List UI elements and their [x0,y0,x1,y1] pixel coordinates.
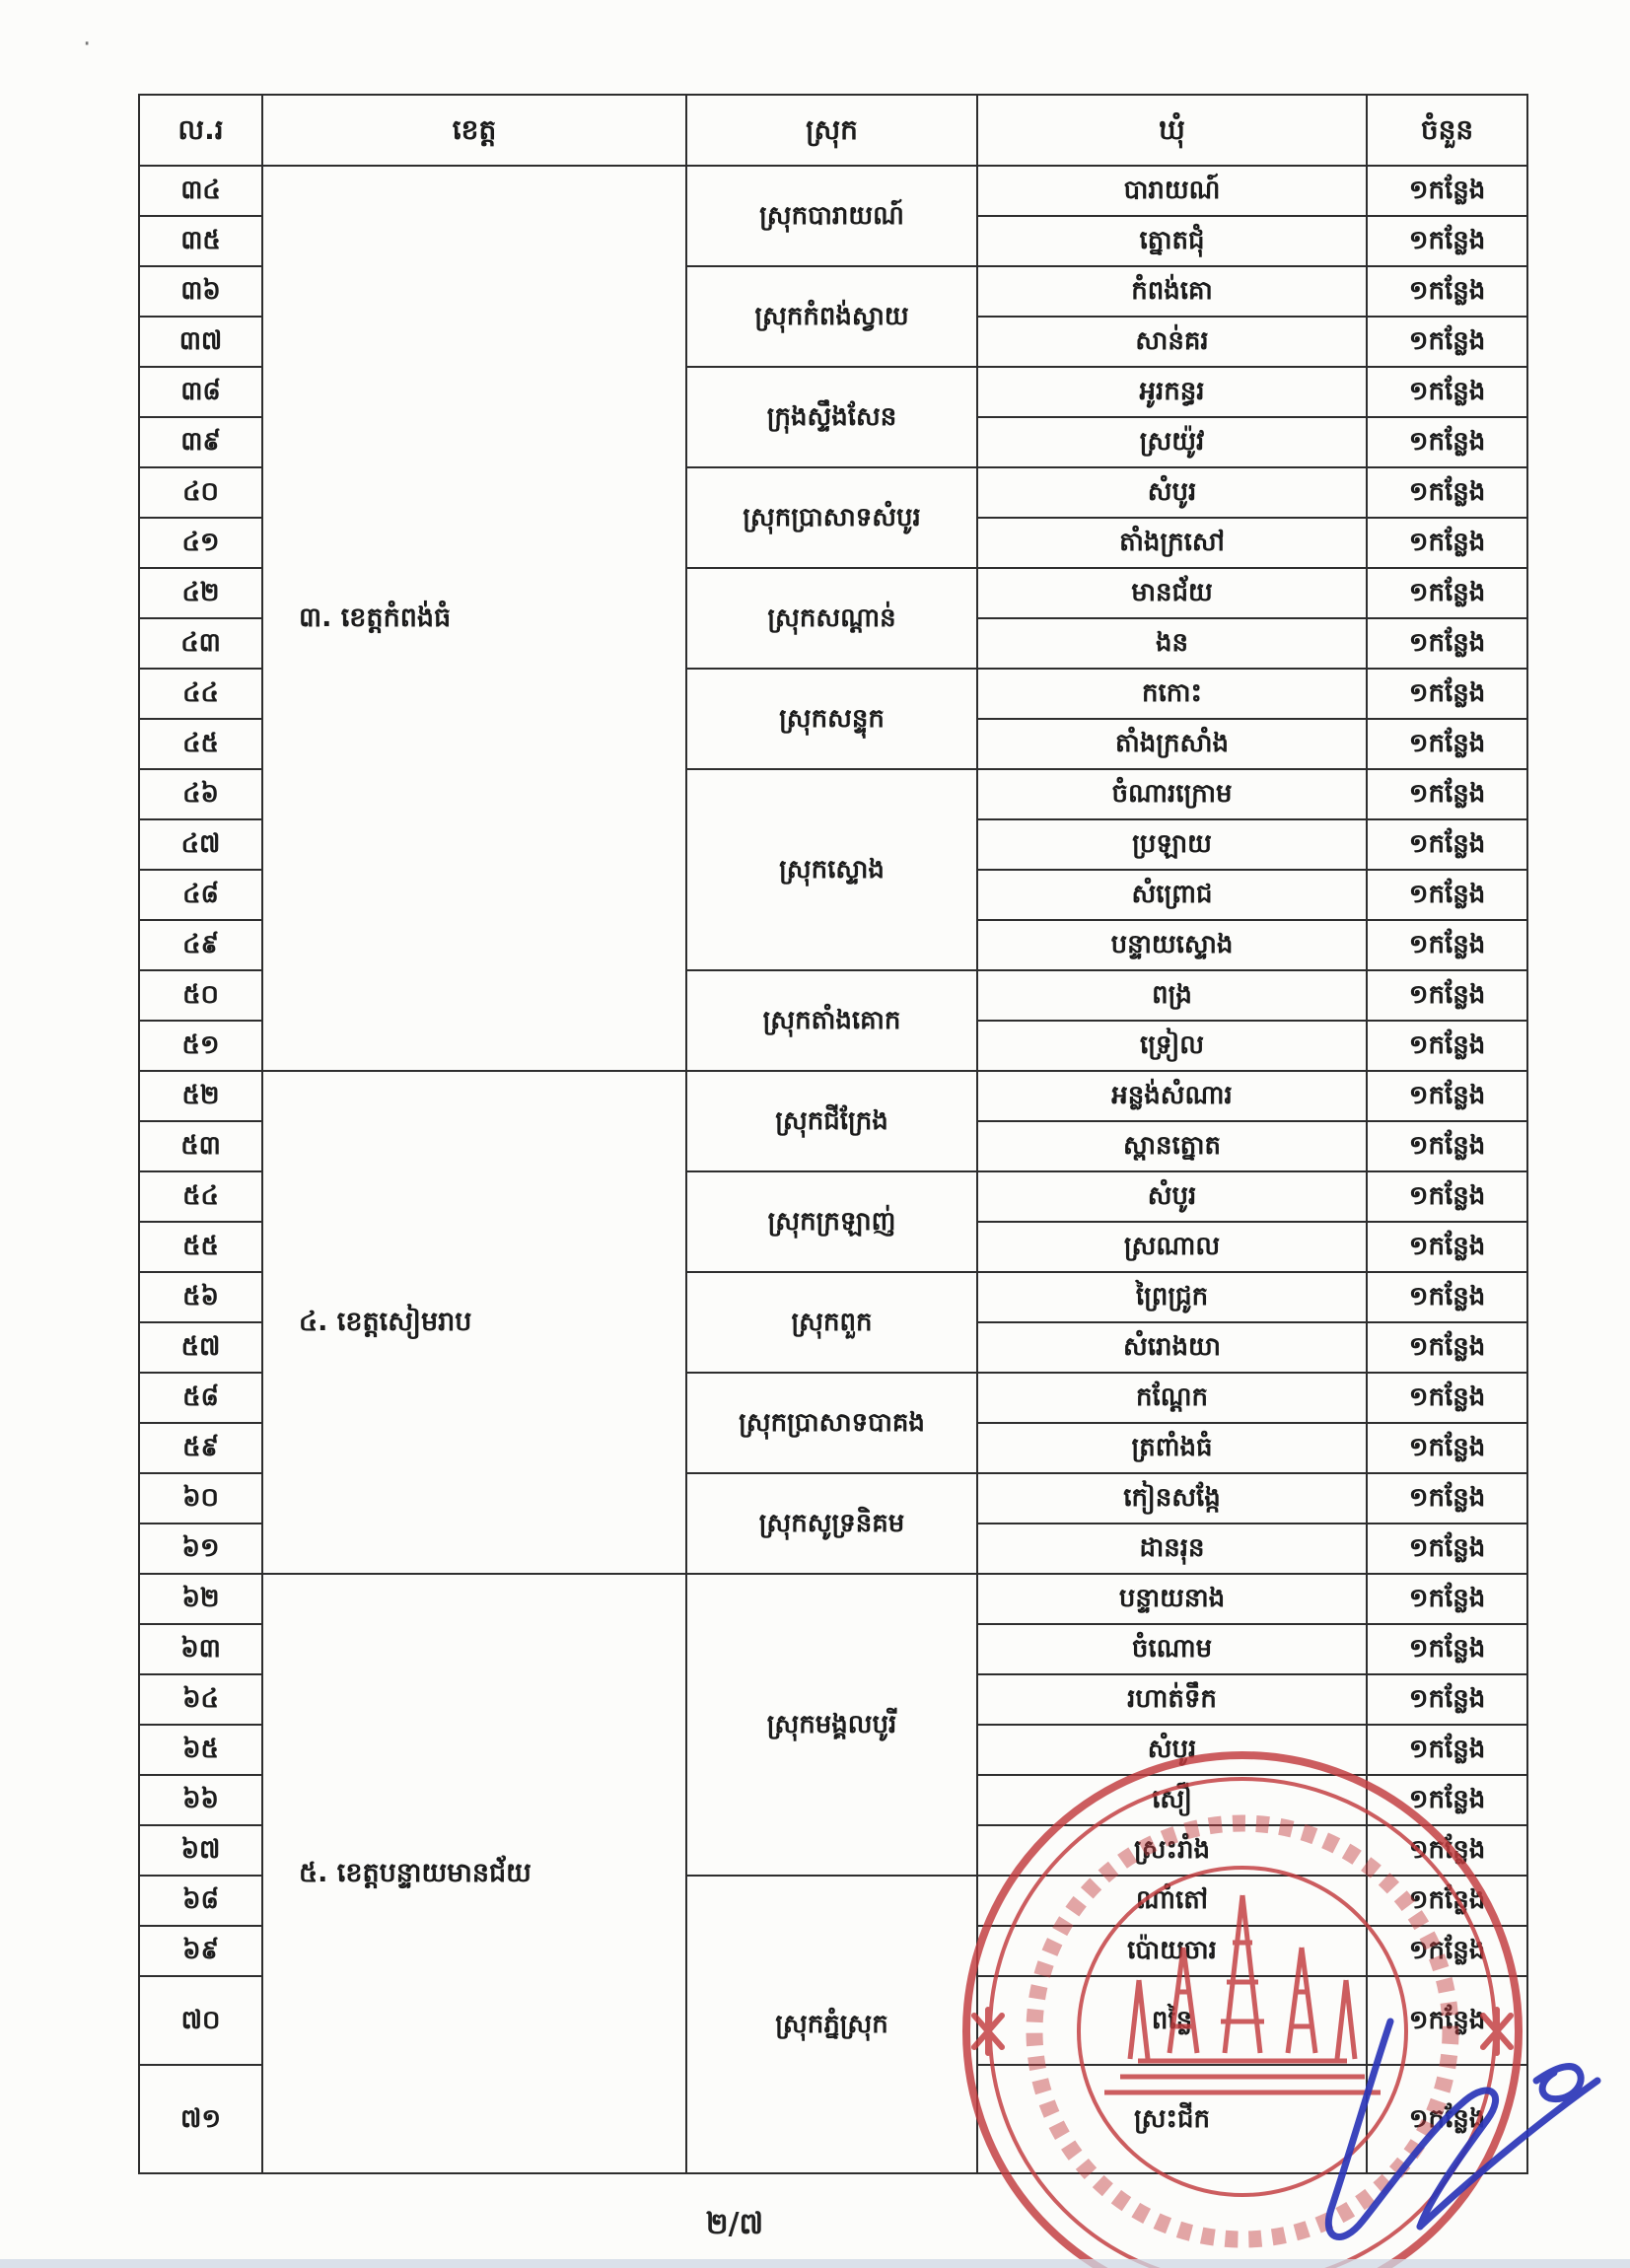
count-cell: ១កន្លែង [1367,1071,1527,1121]
row-no: ៦៦ [139,1775,262,1825]
row-no: ៦៤ [139,1674,262,1725]
row-no: ៤៦ [139,769,262,819]
count-cell: ១កន្លែង [1367,1725,1527,1775]
commune-cell: សាន់គរ [977,317,1367,367]
row-no: ៧១ [139,2065,262,2173]
commune-cell: ពង្រ [977,970,1367,1021]
district-cell: ស្រុកកំពង់ស្វាយ [686,266,977,367]
district-cell: ស្រុកតាំងគោក [686,970,977,1071]
district-cell: ក្រុងស្ទឹងសែន [686,367,977,467]
commune-cell: ស្រះជីក [977,2065,1367,2173]
table-row [139,1574,1527,1624]
row-no: ៤៤ [139,669,262,719]
row-no: ៤៨ [139,870,262,920]
row-no: ៦៧ [139,1825,262,1876]
row-no: ៥៨ [139,1373,262,1423]
count-cell: ១កន្លែង [1367,1322,1527,1373]
commune-cell: ត្នោតជុំ [977,216,1367,266]
count-cell: ១កន្លែង [1367,669,1527,719]
row-no: ៤០ [139,467,262,518]
col-header-province: ខេត្ត [262,95,686,166]
count-cell: ១កន្លែង [1367,1775,1527,1825]
district-cell: ស្រុកប្រាសាទបាគង [686,1373,977,1473]
commune-cell: ពន្លៃ [977,1976,1367,2065]
row-no: ៦០ [139,1473,262,1524]
district-cell: ស្រុកប្រាសាទសំបូរ [686,467,977,568]
row-no: ៥៣ [139,1121,262,1171]
commune-cell: ប្រឡាយ [977,819,1367,870]
commune-cell: បារាយណ៍ [977,166,1367,216]
row-no: ៦៥ [139,1725,262,1775]
row-no: ៦២ [139,1574,262,1624]
row-no: ៣៩ [139,417,262,467]
count-cell: ១កន្លែង [1367,317,1527,367]
count-cell: ១កន្លែង [1367,970,1527,1021]
commune-cell: ទ្រៀល [977,1021,1367,1071]
count-cell: ១កន្លែង [1367,1524,1527,1574]
district-cell: ស្រុកសណ្ដាន់ [686,568,977,669]
commune-cell: កៀនសង្កែ [977,1473,1367,1524]
district-cell: ស្រុកក្រឡាញ់ [686,1171,977,1272]
province-cell: ៥. ខេត្តបន្ទាយមានជ័យ [262,1574,686,2173]
col-header-district: ស្រុក [686,95,977,166]
commune-cell: ដានរុន [977,1524,1367,1574]
commune-cell: សំរោងយា [977,1322,1367,1373]
count-cell: ១កន្លែង [1367,920,1527,970]
count-cell: ១កន្លែង [1367,1373,1527,1423]
row-no: ៥៥ [139,1222,262,1272]
count-cell: ១កន្លែង [1367,2065,1527,2173]
commune-cell: អូរកន្ធរ [977,367,1367,417]
commune-cell: អន្លង់សំណារ [977,1071,1367,1121]
commune-cell: ព្រៃជ្រូក [977,1272,1367,1322]
count-cell: ១កន្លែង [1367,1121,1527,1171]
table-header-row [139,95,1527,166]
commune-cell: ចំណោម [977,1624,1367,1674]
commune-cell: ស្រះរាំង [977,1825,1367,1876]
row-no: ៣៧ [139,317,262,367]
commune-cell: រហាត់ទឹក [977,1674,1367,1725]
district-cell: ស្រុកជីក្រែង [686,1071,977,1171]
count-cell: ១កន្លែង [1367,467,1527,518]
row-no: ៤៣ [139,618,262,669]
commune-cell: ត្រពាំងធំ [977,1423,1367,1473]
count-cell: ១កន្លែង [1367,1825,1527,1876]
commune-cell: ចំណារក្រោម [977,769,1367,819]
commune-cell: សំព្រោជ [977,870,1367,920]
commune-cell: កណ្ដែក [977,1373,1367,1423]
row-no: ៣៨ [139,367,262,417]
row-no: ៣៥ [139,216,262,266]
count-cell: ១កន្លែង [1367,1473,1527,1524]
commune-cell: ស្រណាល [977,1222,1367,1272]
count-cell: ១កន្លែង [1367,1423,1527,1473]
count-cell: ១កន្លែង [1367,1171,1527,1222]
row-no: ៥២ [139,1071,262,1121]
count-cell: ១កន្លែង [1367,367,1527,417]
commune-cell: បន្ទាយនាង [977,1574,1367,1624]
row-no: ៤៩ [139,920,262,970]
row-no: ៥៤ [139,1171,262,1222]
commune-cell: សំបូរ [977,1171,1367,1222]
row-no: ៣៦ [139,266,262,317]
row-no: ៤៧ [139,819,262,870]
commune-cell: ណាំតៅ [977,1876,1367,1926]
scan-artifact-mark: · [83,30,92,59]
scan-edge-strip [0,2259,1630,2268]
row-no: ៥១ [139,1021,262,1071]
row-no: ៥០ [139,970,262,1021]
commune-cell: សំបូរ [977,1725,1367,1775]
row-no: ៧០ [139,1976,262,2065]
row-no: ៦៨ [139,1876,262,1926]
district-cell: ស្រុកស្ទោង [686,769,977,970]
count-cell: ១កន្លែង [1367,769,1527,819]
count-cell: ១កន្លែង [1367,568,1527,618]
commune-cell: បន្ទាយស្ទោង [977,920,1367,970]
count-cell: ១កន្លែង [1367,216,1527,266]
count-cell: ១កន្លែង [1367,1574,1527,1624]
col-header-no: ល.រ [139,95,262,166]
count-cell: ១កន្លែង [1367,870,1527,920]
count-cell: ១កន្លែង [1367,1876,1527,1926]
row-no: ៣៤ [139,166,262,216]
province-cell: ៤. ខេត្តសៀមរាប [262,1071,686,1574]
row-no: ៥៧ [139,1322,262,1373]
commune-cell: មានជ័យ [977,568,1367,618]
commune-cell: ប៉ោយចារ [977,1926,1367,1976]
row-no: ៦៣ [139,1624,262,1674]
page-number: ២/៧ [705,2207,764,2241]
count-cell: ១កន្លែង [1367,518,1527,568]
table-row [139,166,1527,216]
row-no: ៦១ [139,1524,262,1574]
count-cell: ១កន្លែង [1367,1021,1527,1071]
province-cell: ៣. ខេត្តកំពង់ធំ [262,166,686,1071]
district-cell: ស្រុកសន្ទុក [686,669,977,769]
commune-cell: តាំងក្រសាំង [977,719,1367,769]
count-cell: ១កន្លែង [1367,417,1527,467]
count-cell: ១កន្លែង [1367,1272,1527,1322]
row-no: ៤២ [139,568,262,618]
table-row [139,1071,1527,1121]
count-cell: ១កន្លែង [1367,1624,1527,1674]
commune-cell: ងន [977,618,1367,669]
row-no: ៥៦ [139,1272,262,1322]
count-cell: ១កន្លែង [1367,1976,1527,2065]
commune-cell: ស្រយ៉ូវ [977,417,1367,467]
col-header-count: ចំនួន [1367,95,1527,166]
district-cell: ស្រុកភ្នំស្រុក [686,1876,977,2173]
count-cell: ១កន្លែង [1367,266,1527,317]
commune-cell: ស្ពានត្នោត [977,1121,1367,1171]
commune-listing-table [138,94,1528,2174]
commune-cell: តាំងក្រសៅ [977,518,1367,568]
col-header-commune: ឃុំ [977,95,1367,166]
district-cell: ស្រុកសូទ្រនិគម [686,1473,977,1574]
row-no: ៤១ [139,518,262,568]
count-cell: ១កន្លែង [1367,1222,1527,1272]
district-cell: ស្រុកពួក [686,1272,977,1373]
row-no: ៦៩ [139,1926,262,1976]
row-no: ៥៩ [139,1423,262,1473]
commune-cell: សំបូរ [977,467,1367,518]
commune-cell: សឿ [977,1775,1367,1825]
commune-cell: កកោះ [977,669,1367,719]
count-cell: ១កន្លែង [1367,1926,1527,1976]
count-cell: ១កន្លែង [1367,166,1527,216]
count-cell: ១កន្លែង [1367,719,1527,769]
commune-cell: កំពង់គោ [977,266,1367,317]
count-cell: ១កន្លែង [1367,618,1527,669]
district-cell: ស្រុកបារាយណ៍ [686,166,977,266]
count-cell: ១កន្លែង [1367,819,1527,870]
row-no: ៤៥ [139,719,262,769]
count-cell: ១កន្លែង [1367,1674,1527,1725]
district-cell: ស្រុកមង្គលបូរី [686,1574,977,1876]
